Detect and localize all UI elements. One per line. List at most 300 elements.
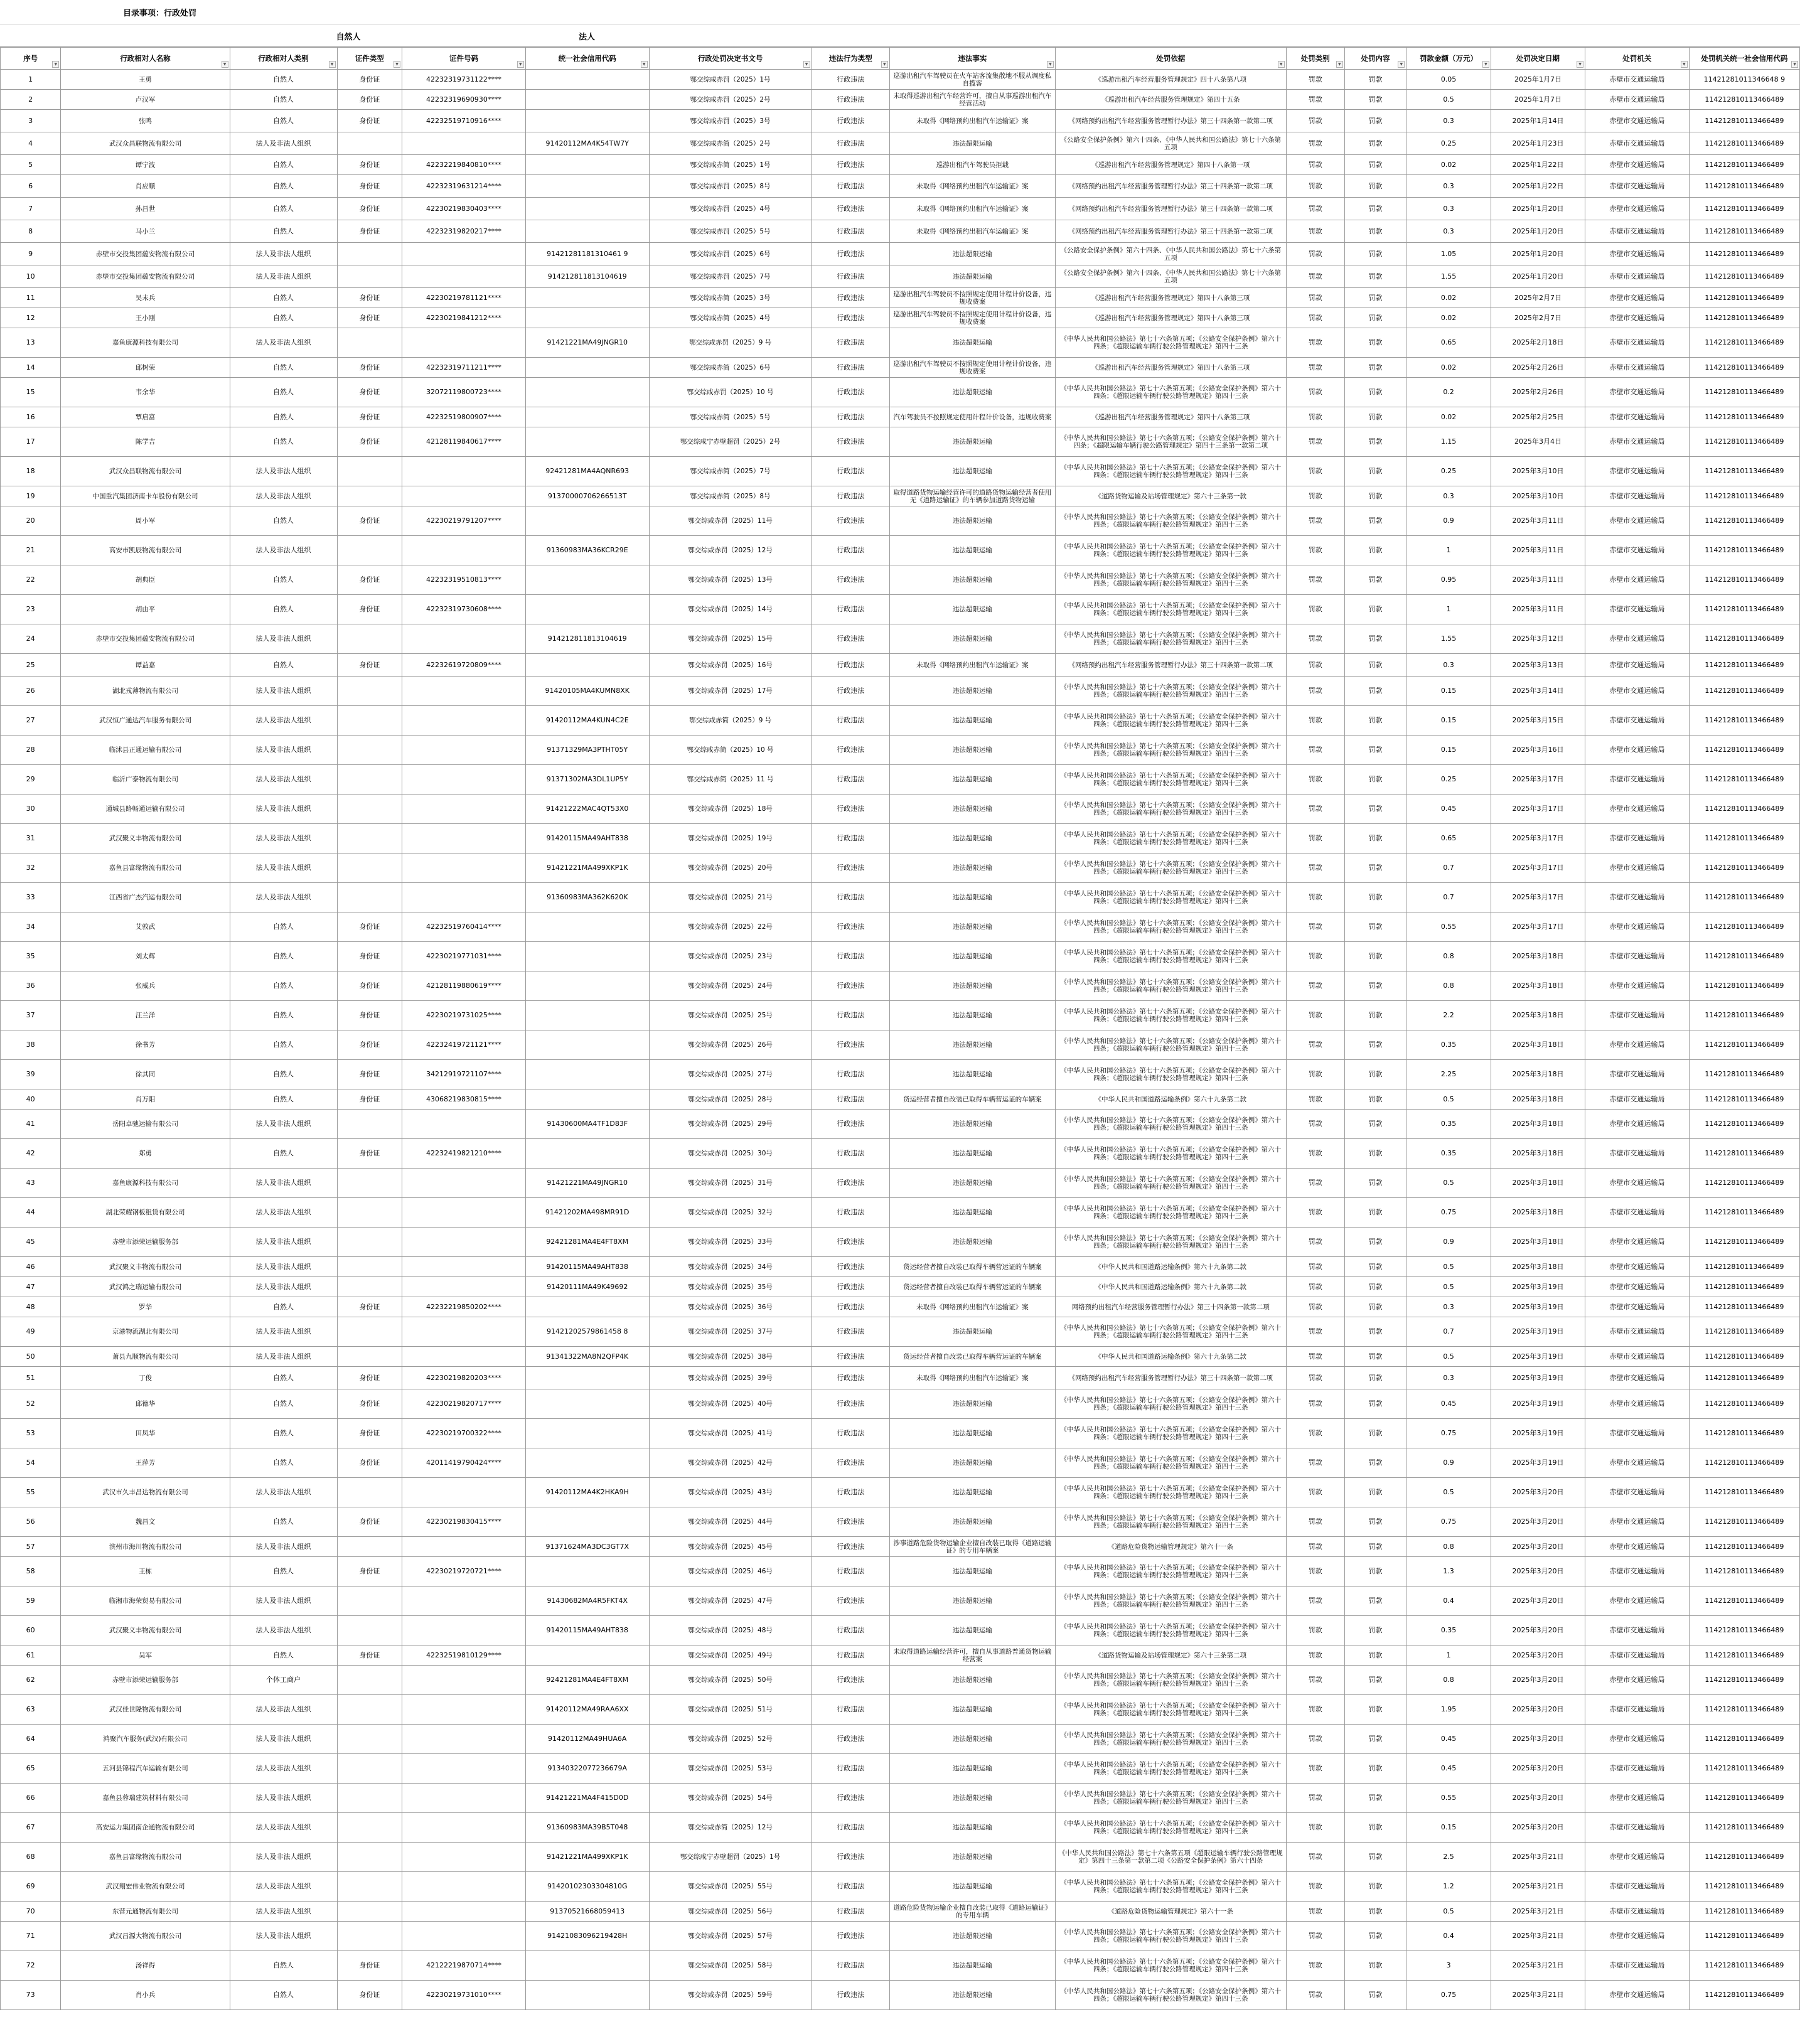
table-cell [402,1277,526,1297]
table-cell: 赤壁市交通运输局 [1585,912,1690,942]
table-cell: 违法超限运输 [889,1030,1055,1060]
table-cell: 《中华人民共和国公路法》第七十六条第五项；《公路安全保护条例》第六十四条；《超限运输车辆行驶公路管理规定》第四十三条 [1055,1587,1286,1616]
table-cell: 25 [1,654,61,677]
table-row [1,1813,1800,1843]
table-cell: 赤壁市交通运输局 [1585,706,1690,736]
table-cell: 鄂交综咸赤罚（2025）45号 [649,1537,812,1557]
table-row [1,358,1800,378]
table-cell: 0.35 [1406,1110,1491,1139]
table-cell: 胡由平 [61,595,230,624]
table-cell: 罚款 [1286,220,1344,243]
table-cell: 114212810113466489 [1689,1367,1799,1389]
table-cell: 5 [1,155,61,175]
table-cell: 罚款 [1344,110,1406,132]
table-cell [337,795,402,824]
table-cell: 罚款 [1344,243,1406,265]
table-cell: 1 [1406,1645,1491,1666]
table-cell: 91420112MA49HUA6A [525,1725,649,1754]
table-cell: 2.2 [1406,1001,1491,1030]
table-cell: 0.8 [1406,1537,1491,1557]
table-cell: 赤壁市交通运输局 [1585,1587,1690,1616]
table-row [1,265,1800,288]
table-cell: 114212810113466489 [1689,328,1799,358]
table-cell: 鄂交综咸赤罚（2025）15号 [649,624,812,654]
table-cell: 114212810113466489 [1689,358,1799,378]
table-row [1,1419,1800,1448]
table-cell: 91430600MA4TF1D83F [525,1110,649,1139]
table-cell [402,624,526,654]
table-cell: 42232319510813**** [402,565,526,595]
table-cell: 35 [1,942,61,971]
table-cell: 罚款 [1286,1557,1344,1587]
table-cell: 罚款 [1344,1139,1406,1169]
table-cell: 鄂交综咸赤罚（2025）16号 [649,654,812,677]
table-cell: 114212810113466489 [1689,1537,1799,1557]
table-cell: 自然人 [230,110,337,132]
table-cell: 鄂交综咸赤罚（2025）6号 [649,243,812,265]
table-cell: 《道路危险货物运输管理规定》第六十一条 [1055,1537,1286,1557]
table-cell: 赤壁市交通运输局 [1585,677,1690,706]
table-cell: 0.3 [1406,220,1491,243]
table-cell: 罚款 [1344,175,1406,198]
table-cell: 武汉翔宏伟业物流有限公司 [61,1872,230,1902]
table-cell: 违法超限运输 [889,1616,1055,1645]
table-row [1,912,1800,942]
table-row [1,1754,1800,1784]
filter-dropdown-icon[interactable]: ▼ [222,61,228,68]
table-cell: 个体工商户 [230,1666,337,1695]
filter-dropdown-icon[interactable]: ▼ [881,61,888,68]
table-cell: 114212810113466489 [1689,736,1799,765]
table-cell [402,1198,526,1228]
table-cell: 湖北戎薄物流有限公司 [61,677,230,706]
table-cell: 91421281181310461 9 [525,243,649,265]
table-cell: 114212810113466489 [1689,624,1799,654]
table-cell: 自然人 [230,308,337,328]
table-cell: 罚款 [1344,1587,1406,1616]
table-cell: 违法超限运输 [889,1448,1055,1478]
table-cell: 吴军 [61,1645,230,1666]
table-cell: 114212810113466489 [1689,1060,1799,1089]
table-cell: 27 [1,706,61,736]
table-cell: 鄂交综咸赤罚（2025）11号 [649,506,812,536]
table-cell: 违法超限运输 [889,506,1055,536]
table-cell: 91371624MA3DC3GT7X [525,1537,649,1557]
filter-dropdown-icon[interactable]: ▼ [52,61,59,68]
table-cell: 鄂交综咸赤罚（2025）24号 [649,971,812,1001]
filter-dropdown-icon[interactable]: ▼ [803,61,810,68]
table-cell: 身份证 [337,407,402,427]
table-cell: 法人及非法人组织 [230,706,337,736]
title-row [0,0,1800,24]
table-cell: 《中华人民共和国公路法》第七十六条第五项；《公路安全保护条例》第六十四条；《超限运输车辆行驶公路管理规定》第四十三条 [1055,883,1286,912]
table-cell: 丁俊 [61,1367,230,1389]
table-cell: 2025年3月13日 [1491,654,1585,677]
table-cell: 2025年3月19日 [1491,1317,1585,1347]
table-cell [402,1537,526,1557]
table-cell: 罚款 [1286,565,1344,595]
table-cell: 114212810113466489 [1689,971,1799,1001]
table-cell: 41 [1,1110,61,1139]
table-cell: 0.5 [1406,1257,1491,1277]
table-cell: 《中华人民共和国道路运输条例》第六十九条第二款 [1055,1089,1286,1110]
table-cell: 《中华人民共和国道路运输条例》第六十九条第二款 [1055,1257,1286,1277]
table-cell: 42230219820717**** [402,1389,526,1419]
table-cell: 罚款 [1344,70,1406,90]
table-cell: 罚款 [1286,1754,1344,1784]
table-cell: 22 [1,565,61,595]
filter-dropdown-icon[interactable]: ▼ [1577,61,1583,68]
table-cell: 34 [1,912,61,942]
table-cell: 卢汉军 [61,90,230,110]
table-cell: 自然人 [230,407,337,427]
table-cell: 法人及非法人组织 [230,1922,337,1951]
table-cell: 114212810113466489 [1689,1110,1799,1139]
table-cell: 徐其同 [61,1060,230,1089]
table-row [1,155,1800,175]
table-cell: 42232219840810**** [402,155,526,175]
table-cell [402,1922,526,1951]
table-cell: 2025年3月19日 [1491,1367,1585,1389]
table-cell: 罚款 [1344,1060,1406,1089]
table-cell: 42230219830415**** [402,1507,526,1537]
table-cell: 0.02 [1406,407,1491,427]
table-row [1,795,1800,824]
table-row [1,536,1800,565]
table-cell: 行政违法 [812,1367,889,1389]
table-cell: 114212810113466489 [1689,536,1799,565]
table-cell: 2025年1月7日 [1491,70,1585,90]
table-cell: 赤壁市交通运输局 [1585,378,1690,407]
table-cell [525,308,649,328]
table-cell: 63 [1,1695,61,1725]
table-cell: 2025年3月20日 [1491,1695,1585,1725]
table-cell: 罚款 [1344,1922,1406,1951]
table-cell: 114212810113466489 [1689,1754,1799,1784]
table-cell: 身份证 [337,427,402,457]
table-cell: 罚款 [1344,565,1406,595]
table-cell: 法人及非法人组织 [230,1277,337,1297]
table-cell: 罚款 [1286,654,1344,677]
table-cell: 2025年3月19日 [1491,1448,1585,1478]
table-cell: 2025年2月25日 [1491,407,1585,427]
table-cell: 《巡游出租汽车经营服务管理规定》第四十五条 [1055,90,1286,110]
table-cell: 违法超限运输 [889,1754,1055,1784]
table-row [1,1843,1800,1872]
table-cell: 未取得道路运输经营许可，擅自从事道路普通货物运输经营案 [889,1645,1055,1666]
column-header [1689,48,1799,70]
table-cell: 《中华人民共和国公路法》第七十六条第五项；《公路安全保护条例》第六十四条；《超限运输车辆行驶公路管理规定》第四十三条 [1055,378,1286,407]
table-cell: 行政违法 [812,110,889,132]
column-header [1,48,61,70]
table-cell: 身份证 [337,1089,402,1110]
table-cell: 2025年3月18日 [1491,1139,1585,1169]
table-cell: 《中华人民共和国公路法》第七十六条第五项；《公路安全保护条例》第六十四条；《超限运输车辆行驶公路管理规定》第四十三条 [1055,624,1286,654]
table-cell: 42230219781121**** [402,288,526,308]
table-cell: 罚款 [1286,308,1344,328]
table-cell: 赤壁市交通运输局 [1585,1872,1690,1902]
filter-dropdown-icon[interactable]: ▼ [1791,61,1798,68]
table-cell: 114212810113466489 [1689,677,1799,706]
table-cell [337,1277,402,1297]
table-cell: 91420111MA49K49692 [525,1277,649,1297]
table-cell: 法人及非法人组织 [230,328,337,358]
table-cell: 肖万阳 [61,1089,230,1110]
table-cell: 违法超限运输 [889,1666,1055,1695]
table-cell: 高安运力集团南企通物流有限公司 [61,1813,230,1843]
table-cell: 2025年1月20日 [1491,265,1585,288]
table-cell: 914212811813104619 [525,624,649,654]
table-cell: 罚款 [1344,1448,1406,1478]
table-cell: 《中华人民共和国公路法》第七十六条第五项；《公路安全保护条例》第六十四条；《超限运输车辆行驶公路管理规定》第四十三条 [1055,795,1286,824]
table-cell: 嘉鱼县富缘物流有限公司 [61,853,230,883]
table-cell: 赤壁市交通运输局 [1585,358,1690,378]
table-cell: 罚款 [1344,1419,1406,1448]
table-cell: 鄂交综咸赤罚（2025）28号 [649,1089,812,1110]
table-cell: 罚款 [1286,265,1344,288]
table-cell: 2025年3月16日 [1491,736,1585,765]
table-cell [402,132,526,155]
table-cell: 行政违法 [812,1478,889,1507]
table-row [1,624,1800,654]
table-cell: 《道路危险货物运输管理规定》第六十一条 [1055,1902,1286,1922]
table-row [1,1001,1800,1030]
table-cell [337,736,402,765]
table-cell: 54 [1,1448,61,1478]
table-cell: 2025年3月19日 [1491,1297,1585,1317]
table-cell: 违法超限运输 [889,1843,1055,1872]
table-cell [337,1110,402,1139]
table-row [1,1902,1800,1922]
table-cell: 马小兰 [61,220,230,243]
table-cell: 鄂交综咸赤罚（2025）56号 [649,1902,812,1922]
table-cell: 0.45 [1406,1754,1491,1784]
table-cell: 114212810113466489 [1689,175,1799,198]
table-cell: 92421281MA4E4FT8XM [525,1228,649,1257]
table-cell: 肖应顺 [61,175,230,198]
table-cell: 赤壁市交通运输局 [1585,765,1690,795]
table-cell [402,1257,526,1277]
table-cell: 行政违法 [812,198,889,220]
table-cell: 2025年1月22日 [1491,155,1585,175]
table-cell: 自然人 [230,1367,337,1389]
table-cell: 114212810113466489 [1689,883,1799,912]
table-cell: 行政违法 [812,971,889,1001]
table-cell: 10 [1,265,61,288]
table-cell: 《中华人民共和国公路法》第七十六条第五项；《公路安全保护条例》第六十四条；《超限运输车辆行驶公路管理规定》第四十三条 [1055,328,1286,358]
table-cell: 《中华人民共和国公路法》第七十六条第五项；《公路安全保护条例》第六十四条；《超限运输车辆行驶公路管理规定》第四十三条 [1055,1872,1286,1902]
table-cell: 33 [1,883,61,912]
table-cell: 嘉鱼县蓉瑞建筑材料有限公司 [61,1784,230,1813]
column-header [1406,48,1491,70]
table-cell: 行政违法 [812,1169,889,1198]
table-row [1,1784,1800,1813]
table-cell: 法人及非法人组织 [230,1169,337,1198]
table-cell [402,1725,526,1754]
sheet-title: 目录事项：行政处罚 [123,9,197,18]
table-cell [402,765,526,795]
table-cell: 行政违法 [812,1507,889,1537]
table-cell: 临沭县正通运输有限公司 [61,736,230,765]
table-cell: 自然人 [230,1645,337,1666]
table-row [1,1277,1800,1297]
table-cell: 赤壁市交投集团蕴安物流有限公司 [61,243,230,265]
table-cell [402,795,526,824]
table-cell: 2025年3月18日 [1491,1030,1585,1060]
table-cell: 0.5 [1406,1277,1491,1297]
table-cell: 违法超限运输 [889,971,1055,1001]
table-cell [525,1981,649,2010]
table-cell: 罚款 [1344,265,1406,288]
filter-dropdown-icon[interactable]: ▼ [517,61,524,68]
table-cell: 罚款 [1286,70,1344,90]
column-header [649,48,812,70]
table-cell: 罚款 [1286,1277,1344,1297]
table-cell: 罚款 [1286,198,1344,220]
table-cell [402,1317,526,1347]
table-row [1,1666,1800,1695]
table-cell: 自然人 [230,1030,337,1060]
table-cell: 罚款 [1286,427,1344,457]
table-cell: 2025年3月17日 [1491,853,1585,883]
table-cell: 0.75 [1406,1419,1491,1448]
table-cell: 18 [1,457,61,486]
table-cell: 0.15 [1406,1813,1491,1843]
table-cell: 《网络预约出租汽车经营服务管理暂行办法》第三十四条第一款第二项 [1055,198,1286,220]
filter-dropdown-icon[interactable]: ▼ [1398,61,1405,68]
table-cell: 53 [1,1419,61,1448]
table-cell [337,328,402,358]
table-cell: 违法超限运输 [889,795,1055,824]
table-cell: 2025年3月20日 [1491,1754,1585,1784]
table-cell: 2025年3月12日 [1491,624,1585,654]
table-cell: 0.8 [1406,942,1491,971]
table-cell: 自然人 [230,1089,337,1110]
table-cell: 身份证 [337,971,402,1001]
table-cell: 鄂交综咸赤简（2025）2号 [649,132,812,155]
table-cell: 114212810113466489 [1689,407,1799,427]
filter-dropdown-icon[interactable]: ▼ [641,61,648,68]
table-cell: 51 [1,1367,61,1389]
table-cell: 2025年2月26日 [1491,378,1585,407]
filter-dropdown-icon[interactable]: ▼ [1047,61,1054,68]
table-cell: 114212810113466489 [1689,308,1799,328]
filter-dropdown-icon[interactable]: ▼ [329,61,336,68]
table-cell [402,1228,526,1257]
table-cell: 罚款 [1344,942,1406,971]
filter-dropdown-icon[interactable]: ▼ [1336,61,1343,68]
table-cell: 1.55 [1406,624,1491,654]
table-cell: 法人及非法人组织 [230,824,337,853]
table-cell: 违法超限运输 [889,883,1055,912]
table-cell: 违法超限运输 [889,1228,1055,1257]
table-cell: 《中华人民共和国公路法》第七十六条第五项；《公路安全保护条例》第六十四条；《超限运输车辆行驶公路管理规定》第四十三条 [1055,1616,1286,1645]
table-cell: 15 [1,378,61,407]
group-header-row [0,24,1800,47]
table-cell: 114212810113466489 [1689,155,1799,175]
table-cell: 违法超限运输 [889,1001,1055,1030]
table-cell: 赤壁市交通运输局 [1585,1228,1690,1257]
table-cell: 鄂交综咸赤罚（2025）33号 [649,1228,812,1257]
table-cell: 52 [1,1389,61,1419]
table-cell: 违法超限运输 [889,1110,1055,1139]
table-cell: 罚款 [1344,1725,1406,1754]
table-cell: 《巡游出租汽车经营服务管理规定》第四十八条第三项 [1055,358,1286,378]
table-cell: 赤壁市交通运输局 [1585,1695,1690,1725]
table-row [1,736,1800,765]
table-cell: 赤壁市交通运输局 [1585,942,1690,971]
table-cell: 49 [1,1317,61,1347]
table-row [1,288,1800,308]
table-cell: 违法超限运输 [889,765,1055,795]
table-cell: 《中华人民共和国公路法》第七十六条第五项；《公路安全保护条例》第六十四条；《超限运输车辆行驶公路管理规定》第四十三条 [1055,457,1286,486]
table-cell: 行政违法 [812,1139,889,1169]
table-cell: 法人及非法人组织 [230,1784,337,1813]
table-cell [337,265,402,288]
table-cell: 《中华人民共和国公路法》第七十六条第五项；《公路安全保护条例》第六十四条；《超限运输车辆行驶公路管理规定》第四十三条 [1055,1754,1286,1784]
table-row [1,1347,1800,1367]
table-cell: 艾敦武 [61,912,230,942]
table-cell: 违法超限运输 [889,706,1055,736]
table-cell: 鄂交综咸赤罚（2025）51号 [649,1695,812,1725]
table-row [1,1645,1800,1666]
table-cell: 自然人 [230,1507,337,1537]
table-cell: 91421221MA499XKP1K [525,1843,649,1872]
table-cell: 身份证 [337,912,402,942]
table-cell [525,110,649,132]
table-cell: 11421281011346648 9 [1689,70,1799,90]
table-cell: 身份证 [337,565,402,595]
filter-dropdown-icon[interactable]: ▼ [1278,61,1285,68]
filter-dropdown-icon[interactable]: ▼ [394,61,400,68]
table-cell: 鄂交综咸赤罚（2025）29号 [649,1110,812,1139]
table-cell: 罚款 [1344,1257,1406,1277]
table-cell [337,1666,402,1695]
table-cell: 2025年3月20日 [1491,1557,1585,1587]
table-cell: 赤壁市交通运输局 [1585,736,1690,765]
table-cell: 行政违法 [812,220,889,243]
table-cell: 《中华人民共和国公路法》第七十六条第五项；《公路安全保护条例》第六十四条；《超限运输车辆行驶公路管理规定》第四十三条 [1055,1139,1286,1169]
column-header [525,48,649,70]
table-cell: 身份证 [337,1001,402,1030]
table-cell [402,1872,526,1902]
table-cell: 罚款 [1344,706,1406,736]
table-cell: 2025年3月18日 [1491,1089,1585,1110]
table-cell [402,1666,526,1695]
filter-dropdown-icon[interactable]: ▼ [1681,61,1688,68]
table-cell: 0.2 [1406,378,1491,407]
table-cell: 行政违法 [812,1089,889,1110]
table-cell: 114212810113466489 [1689,1317,1799,1347]
table-cell: 2025年3月17日 [1491,824,1585,853]
filter-dropdown-icon[interactable]: ▼ [1482,61,1489,68]
table-cell: 罚款 [1286,1347,1344,1367]
table-cell: 行政违法 [812,486,889,506]
table-cell: 66 [1,1784,61,1813]
table-cell: 身份证 [337,1981,402,2010]
table-cell: 武汉聚义丰物流有限公司 [61,1257,230,1277]
table-cell: 自然人 [230,654,337,677]
table-cell: 91420115MA49AHT838 [525,1616,649,1645]
table-cell: 《中华人民共和国公路法》第七十六条第五项；《公路安全保护条例》第六十四条；《超限运输车辆行驶公路管理规定》第四十三条第一款第二项 [1055,427,1286,457]
table-cell: 法人及非法人组织 [230,1813,337,1843]
table-cell: 2025年3月20日 [1491,1725,1585,1754]
table-cell: 《网络预约出租汽车经营服务管理暂行办法》第三十四条第一款第二项 [1055,220,1286,243]
table-cell: 罚款 [1344,536,1406,565]
table-cell: 罚款 [1344,1645,1406,1666]
table-cell: 赤壁市交通运输局 [1585,308,1690,328]
table-cell [525,942,649,971]
